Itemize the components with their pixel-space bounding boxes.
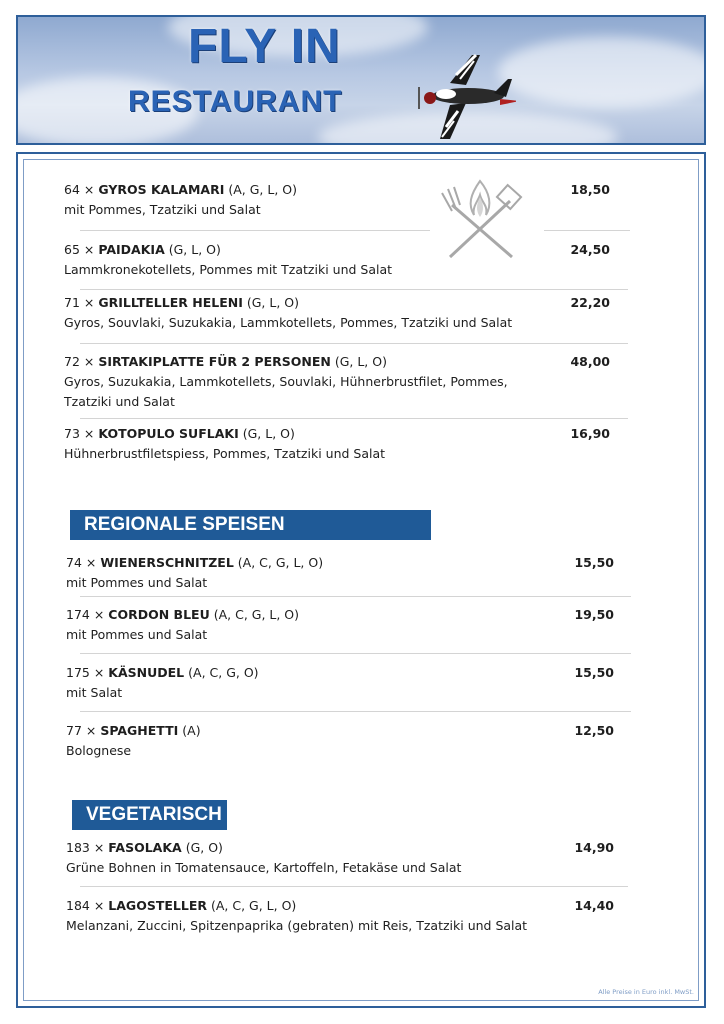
section-heading-vegetarian: VEGETARISCH [72,800,227,830]
item-name: FASOLAKA [108,840,182,855]
divider [544,230,630,231]
item-number: 74 × [66,555,97,570]
item-description: Gyros, Suzukakia, Lammkotellets, Souvlaki, Hühnerbrustfilet, Pommes, [64,374,508,389]
menu-item [66,896,614,936]
item-description: Hühnerbrustfiletspiess, Pommes, Tzatziki und Salat [64,446,386,461]
item-name: WIENERSCHNITZEL [100,555,234,570]
item-allergens: (G, L, O) [168,242,221,257]
item-description: Melanzani, Zuccini, Spitzenpaprika (gebraten) mit Reis, Tzatziki und Salat [66,918,528,933]
item-price: 14,40 [574,898,614,913]
item-name: SIRTAKIPLATTE FÜR 2 PERSONEN [98,354,331,369]
item-price: 14,90 [574,840,614,855]
item-price: 16,90 [570,426,610,441]
section-heading-regional: REGIONALE SPEISEN [70,510,431,540]
item-price: 15,50 [574,555,614,570]
item-price: 15,50 [574,665,614,680]
item-allergens: (A, C, G, L, O) [237,555,324,570]
menu-item [66,838,614,878]
item-price: 19,50 [574,607,614,622]
menu-item [64,352,610,412]
item-number: 175 × [66,665,105,680]
item-price: 12,50 [574,723,614,738]
item-description: mit Pommes und Salat [66,627,208,642]
item-number: 64 × [64,182,95,197]
divider [80,418,628,419]
menu-item [64,424,610,464]
menu-item [66,553,614,593]
item-description: Lammkronekotellets, Pommes mit Tzatziki und Salat [64,262,393,277]
item-number: 183 × [66,840,105,855]
menu-item [64,240,610,280]
item-allergens: (G, L, O) [246,295,299,310]
item-price: 22,20 [570,295,610,310]
item-allergens: (G, L, O) [242,426,295,441]
item-price: 48,00 [570,354,610,369]
divider [80,653,631,654]
divider [80,343,628,344]
divider [80,230,430,231]
item-name: CORDON BLEU [108,607,210,622]
item-number: 65 × [64,242,95,257]
divider [80,711,631,712]
item-number: 73 × [64,426,95,441]
restaurant-title-line1: FLY IN [188,20,341,73]
item-name: GYROS KALAMARI [98,182,225,197]
menu-item [66,663,614,703]
item-description: Gyros, Souvlaki, Suzukakia, Lammkotellets, Pommes, Tzatziki und Salat [64,315,513,330]
divider [80,289,628,290]
item-allergens: (A, C, G, O) [188,665,259,680]
item-allergens: (G, L, O) [334,354,387,369]
item-number: 72 × [64,354,95,369]
item-allergens: (A, G, L, O) [228,182,298,197]
item-name: PAIDAKIA [98,242,165,257]
cloud-decoration [498,37,706,107]
item-name: SPAGHETTI [100,723,179,738]
item-description: mit Pommes, Tzatziki und Salat [64,202,261,217]
item-description: Bolognese [66,743,132,758]
item-allergens: (A, C, G, L, O) [210,898,297,913]
price-footnote: Alle Preise in Euro inkl. MwSt. [598,988,694,996]
item-name: LAGOSTELLER [108,898,207,913]
item-allergens: (A) [182,723,201,738]
item-number: 77 × [66,723,97,738]
airplane-icon [416,53,516,143]
item-name: KOTOPULO SUFLAKI [98,426,239,441]
item-price: 24,50 [570,242,610,257]
item-description: mit Salat [66,685,123,700]
item-number: 184 × [66,898,105,913]
item-allergens: (G, O) [185,840,223,855]
header-banner [16,15,706,145]
menu-item [64,293,610,333]
item-name: GRILLTELLER HELENI [98,295,243,310]
divider [80,886,628,887]
item-description-continued: Tzatziki und Salat [64,394,175,409]
item-price: 18,50 [570,182,610,197]
menu-item [66,721,614,761]
item-allergens: (A, C, G, L, O) [213,607,300,622]
item-number: 174 × [66,607,105,622]
item-name: KÄSNUDEL [108,665,185,680]
item-number: 71 × [64,295,95,310]
item-description: Grüne Bohnen in Tomatensauce, Kartoffeln, Fetakäse und Salat [66,860,462,875]
menu-item [66,605,614,645]
restaurant-title-line2: RESTAURANT [128,85,343,118]
item-description: mit Pommes und Salat [66,575,208,590]
menu-item [64,180,610,220]
divider [80,596,631,597]
